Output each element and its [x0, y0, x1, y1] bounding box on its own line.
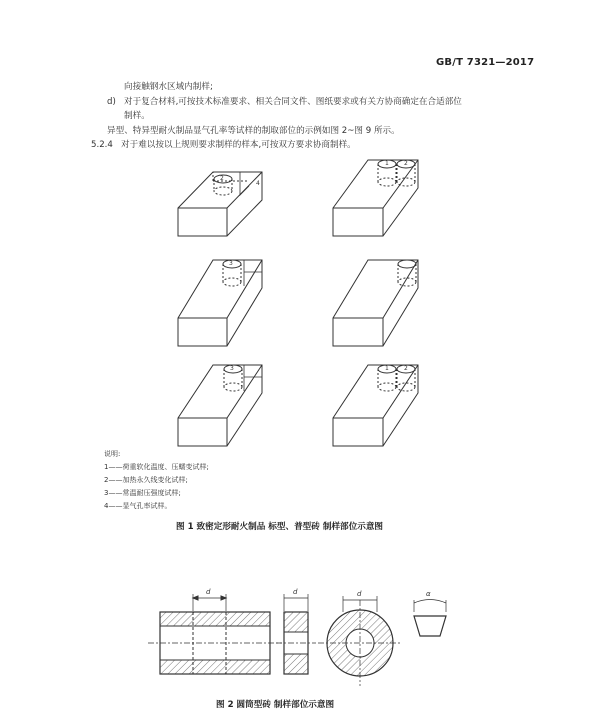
legend-item-4: 4——显气孔率试样。: [104, 502, 172, 510]
dim-label-d-1: d: [206, 588, 211, 596]
fig1-mark-2c: 2: [404, 365, 408, 372]
dim-label-d-3: d: [357, 590, 362, 598]
item-d-text-2: 制样。: [124, 111, 150, 121]
legend-item-2: 2——加热永久线变化试样;: [104, 476, 188, 484]
item-d-marker: d): [107, 97, 116, 107]
fig1-mark-2: 2: [220, 175, 224, 182]
angle-label: α: [426, 590, 431, 598]
fig1-mark-4: 4: [256, 180, 260, 187]
ring-cross-section: [318, 596, 402, 686]
legend-item-3: 3——常温耐压强度试样;: [104, 489, 181, 497]
shapes-paragraph: 异型、特异型耐火制品显气孔率等试样的制取部位的示例如图 2~图 9 所示。: [107, 126, 400, 136]
fig1-mark-1: 1: [385, 160, 389, 167]
legend-title: 说明:: [104, 450, 121, 458]
legend-item-1: 1——荷重软化温度、压蠕变试样;: [104, 463, 209, 471]
item-d-text-1: 对于复合材料,可按技术标准要求、相关合同文件、图纸要求或有关方协商确定在合适部位: [124, 97, 462, 107]
wedge-piece: [414, 600, 446, 637]
ring-segment-side: [276, 594, 316, 674]
fig1-mark-3b: 3: [230, 365, 234, 372]
figure-2-caption: 图 2 圆筒型砖 制样部位示意图: [216, 700, 335, 710]
fig1-mark-3: 3: [229, 260, 233, 267]
fig1-mark-1b: 1: [385, 365, 389, 372]
clause-number: 5.2.4: [91, 140, 113, 150]
text-line-1: 向接触钢水区域内制样;: [124, 82, 213, 92]
clause-text: 对于难以按以上规则要求制样的样本,可按双方要求协商制样。: [121, 140, 356, 150]
cylinder-section: [148, 594, 282, 674]
dim-label-d-2: d: [293, 588, 298, 596]
fig1-mark-2b: 2: [404, 160, 408, 167]
figure-1-caption: 图 1 致密定形耐火制品 标型、普型砖 制样部位示意图: [176, 522, 384, 532]
standard-number: GB/T 7321—2017: [436, 57, 535, 68]
